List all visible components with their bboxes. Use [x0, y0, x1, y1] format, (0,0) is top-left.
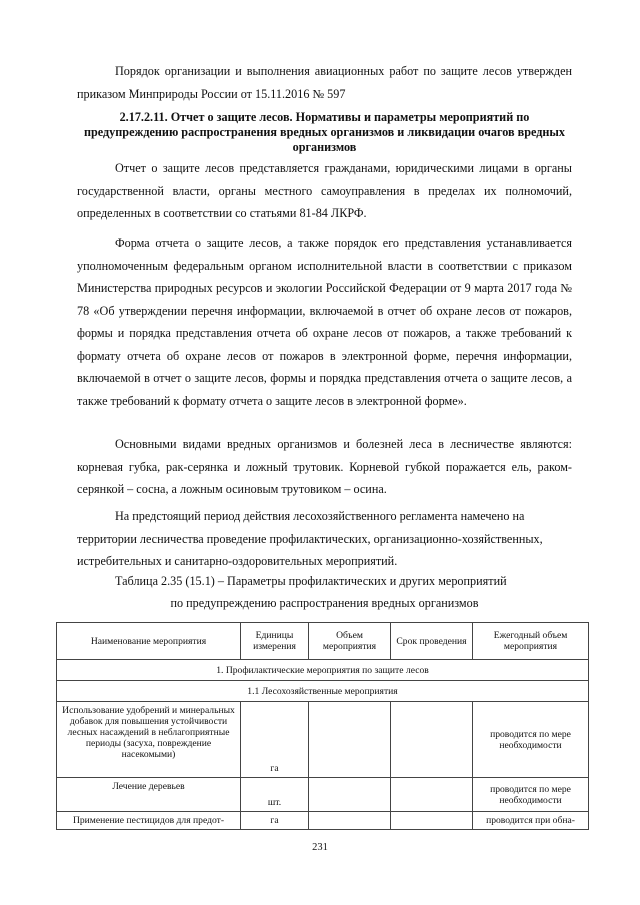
paragraph-aviation-works: Порядок организации и выполнения авиационных работ по защите лесов утвержден приказом Минприроды России от 15.11.2016 № 597: [77, 64, 572, 101]
table-row: [57, 702, 589, 778]
table-subsection-row: [57, 681, 589, 702]
header-annual: Ежегодный объем мероприятия: [473, 623, 589, 660]
paragraph-report-form: Форма отчета о защите лесов, а также порядок его представления устанавливается уполномоченным федеральным органом исполнительной власти в соответствии с приказом Министерства природных ресурсов и экологии Российской Федерации от 9 марта 2017 года № 78 «Об утверждении перечня информации, включаемой в отчет об охране лесов от пожаров, формы и порядка представления отчета об охране лесов от пожаров, а также требований к формату отчета об охране лесов от пожаров в электронной форме, перечня информации, включаемой в отчет о защите лесов, формы и порядка представления отчета о защите лесов, а также требований к формату отчета о защите лесов в электронной форме».: [77, 236, 572, 408]
table-caption-line1: Таблица 2.35 (15.1) – Параметры профилактических и других мероприятий: [115, 574, 507, 588]
header-unit: Единицы измерения: [241, 623, 309, 660]
section-prophylactic: 1. Профилактические мероприятия по защите лесов: [57, 660, 589, 681]
row-unit: га: [241, 702, 309, 778]
header-term: Срок проведения: [391, 623, 473, 660]
paragraph-pests: Основными видами вредных организмов и болезней леса в лесничестве являются: корневая губка, рак-серянка и ложный трутовик. Корневой губкой поражается ель, раком-серянкой – сосна, а ложным осиновым трутовиком – осина.: [77, 437, 572, 496]
header-name: Наименование мероприятия: [57, 623, 241, 660]
row-volume: [309, 778, 391, 812]
row-name: Лечение деревьев: [57, 778, 241, 812]
table-row: [57, 778, 589, 812]
header-volume: Объем мероприятия: [309, 623, 391, 660]
row-annual: проводится при обна-: [473, 812, 589, 830]
row-term: [391, 812, 473, 830]
row-name: Использование удобрений и минеральных добавок для повышения устойчивости лесных насаждений в неблагоприятные периоды (засуха, повреждение насекомыми): [57, 702, 241, 778]
subsection-forestry: 1.1 Лесохозяйственные мероприятия: [57, 681, 589, 702]
table-header-row: [57, 623, 589, 660]
page-number: 231: [312, 842, 328, 853]
row-volume: [309, 702, 391, 778]
table-caption-line2: по предупреждению распространения вредных организмов: [170, 596, 479, 610]
table-section-row: [57, 660, 589, 681]
measures-table: [56, 622, 589, 830]
paragraph-report: Отчет о защите лесов представляется гражданами, юридическими лицами в органы государственной власти, органы местного самоуправления в пределах их полномочий, определенных в соответствии со статьями 81-84 ЛКРФ.: [77, 161, 572, 220]
table-row: [57, 812, 589, 830]
row-unit: га: [241, 812, 309, 830]
row-term: [391, 702, 473, 778]
row-term: [391, 778, 473, 812]
row-unit: шт.: [241, 778, 309, 812]
row-volume: [309, 812, 391, 830]
row-annual: проводится по мере необходимости: [473, 778, 589, 812]
paragraph-planned-measures: На предстоящий период действия лесохозяйственного регламента намечено на территории лесничества проведение профилактических, организационно-хозяйственных, истребительных и санитарно-оздоровительных мероприятий.: [77, 509, 543, 568]
section-heading: 2.17.2.11. Отчет о защите лесов. Нормативы и параметры мероприятий по предупреждению распространения вредных организмов и ликвидации очагов вредных организмов: [83, 110, 566, 154]
row-name: Применение пестицидов для предот-: [57, 812, 241, 830]
row-annual: проводится по мере необходимости: [473, 702, 589, 778]
